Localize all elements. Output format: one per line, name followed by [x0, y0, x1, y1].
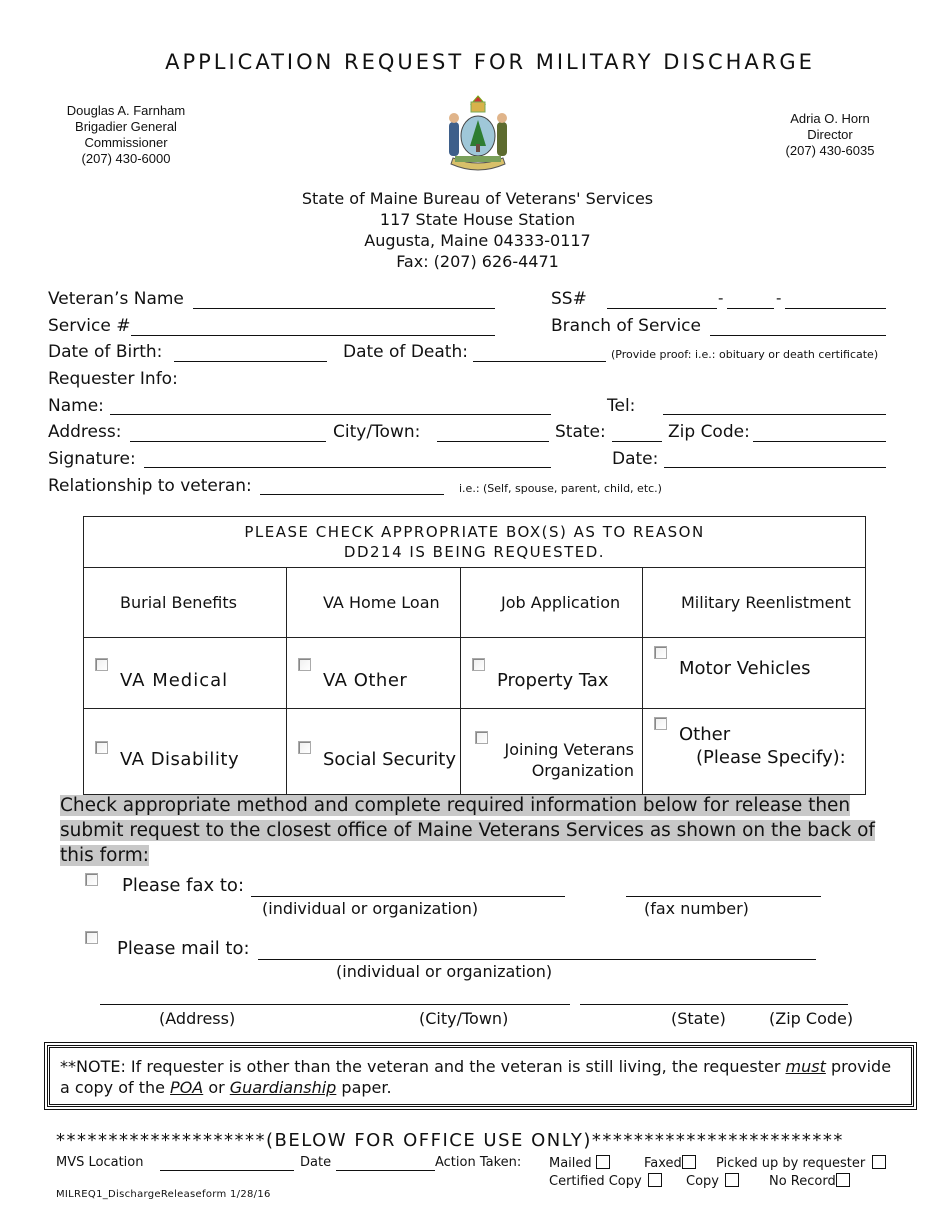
- branch-field[interactable]: [710, 335, 886, 336]
- mailed-option[interactable]: [549, 1155, 610, 1171]
- requester-note: [44, 1042, 917, 1110]
- date-label: Date:: [612, 449, 659, 469]
- faxed-checkbox[interactable]: [682, 1155, 696, 1169]
- reason-label: Joining Veterans Organization: [504, 740, 634, 780]
- mail-address-city-field[interactable]: [100, 1004, 570, 1005]
- ss-label: SS#: [551, 289, 587, 309]
- agency-fax: Fax: (207) 626-4471: [396, 252, 559, 271]
- certified-copy-label: Certified Copy: [549, 1174, 642, 1189]
- reason-property-tax[interactable]: [461, 638, 643, 709]
- dob-label: Date of Birth:: [48, 342, 163, 362]
- ss-field-part1[interactable]: [607, 308, 717, 309]
- reason-label: Burial Benefits: [120, 593, 237, 612]
- branch-label: Branch of Service: [551, 316, 701, 336]
- certified-copy-checkbox[interactable]: [648, 1173, 662, 1187]
- faxed-label: Faxed: [644, 1156, 682, 1171]
- service-number-field[interactable]: [131, 335, 495, 336]
- note-text: paper.: [336, 1078, 392, 1097]
- commissioner-contact: [56, 103, 196, 167]
- commissioner-phone: (207) 430-6000: [81, 151, 171, 166]
- reason-burial-benefits[interactable]: [84, 568, 287, 638]
- maine-state-seal: [443, 94, 513, 176]
- copy-label: Copy: [686, 1174, 719, 1189]
- reason-social-security[interactable]: [287, 709, 461, 795]
- reason-label: VA Other: [323, 670, 408, 691]
- note-poa: POA: [170, 1078, 204, 1097]
- ss-dash: -: [776, 289, 782, 307]
- reasons-header: [84, 517, 866, 568]
- ss-field-part2[interactable]: [727, 308, 774, 309]
- va-medical-checkbox[interactable]: [95, 658, 108, 671]
- reason-motor-vehicles[interactable]: [643, 638, 866, 709]
- note-text: provide a copy of the: [60, 1057, 892, 1097]
- reason-va-other[interactable]: [287, 638, 461, 709]
- office-date-field[interactable]: [336, 1170, 435, 1171]
- va-disability-checkbox[interactable]: [95, 741, 108, 754]
- faxed-option[interactable]: [644, 1155, 696, 1171]
- other-checkbox[interactable]: [654, 717, 667, 730]
- reason-va-disability[interactable]: [84, 709, 287, 795]
- zip-label: Zip Code:: [668, 422, 750, 442]
- reasons-header-line2: DD214 IS BEING REQUESTED.: [343, 543, 606, 561]
- reason-military-reenlistment[interactable]: [643, 568, 866, 638]
- mailed-checkbox[interactable]: [596, 1155, 610, 1169]
- reason-label: Other (Please Specify):: [679, 724, 846, 768]
- service-number-label: Service #: [48, 316, 131, 336]
- form-id-footer: MILREQ1_DischargeReleaseform 1/28/16: [56, 1189, 271, 1200]
- reason-label: Social Security: [323, 749, 457, 770]
- property-tax-checkbox[interactable]: [472, 658, 485, 671]
- relationship-note: i.e.: (Self, spouse, parent, child, etc.): [459, 482, 662, 495]
- date-field[interactable]: [664, 467, 886, 468]
- no-record-checkbox[interactable]: [836, 1173, 850, 1187]
- dod-label: Date of Death:: [343, 342, 468, 362]
- picked-up-option[interactable]: [716, 1155, 886, 1171]
- signature-field[interactable]: [144, 467, 551, 468]
- va-other-checkbox[interactable]: [298, 658, 311, 671]
- city-field[interactable]: [437, 441, 549, 442]
- state-label: State:: [555, 422, 606, 442]
- office-use-banner: ********************(BELOW FOR OFFICE USE ONLY)************************: [56, 1130, 844, 1151]
- copy-option[interactable]: [686, 1173, 739, 1189]
- state-field[interactable]: [612, 441, 662, 442]
- note-text: or: [203, 1078, 230, 1097]
- mvs-location-label: MVS Location: [56, 1155, 144, 1170]
- zip-field[interactable]: [753, 441, 886, 442]
- address-field[interactable]: [130, 441, 326, 442]
- fax-recipient-caption: (individual or organization): [262, 899, 479, 918]
- reason-label: VA Home Loan: [323, 593, 440, 612]
- mail-checkbox[interactable]: [85, 931, 98, 944]
- relationship-label: Relationship to veteran:: [48, 476, 252, 496]
- reason-label: VA Medical: [120, 670, 229, 691]
- reason-label: Motor Vehicles: [679, 658, 811, 679]
- reasons-header-line1: PLEASE CHECK APPROPRIATE BOX(S) AS TO REASON: [244, 523, 705, 541]
- fax-checkbox[interactable]: [85, 873, 98, 886]
- release-instructions: Check appropriate method and complete required information below for release then submit request to the closest office of Maine Veterans Services as shown on the back of this form:: [60, 795, 875, 866]
- mail-zip-caption: (Zip Code): [769, 1009, 854, 1028]
- commissioner-name: Douglas A. Farnham: [66, 103, 186, 118]
- signature-label: Signature:: [48, 449, 136, 469]
- picked-up-label: Picked up by requester: [716, 1156, 866, 1171]
- fax-number-caption: (fax number): [644, 899, 749, 918]
- mail-recipient-field[interactable]: [258, 959, 816, 960]
- note-must: must: [785, 1057, 826, 1076]
- requester-info-label: Requester Info:: [48, 369, 178, 389]
- mail-state-zip-field[interactable]: [580, 1004, 848, 1005]
- social-security-checkbox[interactable]: [298, 741, 311, 754]
- fax-recipient-field[interactable]: [251, 896, 565, 897]
- reason-other[interactable]: [643, 709, 866, 795]
- no-record-option[interactable]: [769, 1173, 850, 1189]
- mail-recipient-caption: (individual or organization): [336, 962, 553, 981]
- copy-checkbox[interactable]: [725, 1173, 739, 1187]
- joining-veterans-checkbox[interactable]: [475, 731, 488, 744]
- mail-city-caption: (City/Town): [419, 1009, 509, 1028]
- commissioner-title: Commissioner: [84, 135, 168, 150]
- commissioner-rank: Brigadier General: [75, 119, 177, 134]
- action-taken-label: Action Taken:: [435, 1155, 522, 1170]
- mail-address-caption: (Address): [159, 1009, 236, 1028]
- picked-up-checkbox[interactable]: [872, 1155, 886, 1169]
- reason-job-application[interactable]: [461, 568, 643, 638]
- office-date-label: Date: [300, 1155, 332, 1170]
- agency-street: 117 State House Station: [379, 210, 576, 229]
- veterans-name-field[interactable]: [193, 308, 495, 309]
- ss-dash: -: [718, 289, 724, 307]
- director-phone: (207) 430-6035: [785, 143, 875, 158]
- director-name: Adria O. Horn: [790, 111, 870, 126]
- veterans-name-label: Veteran’s Name: [48, 289, 184, 309]
- mail-label: Please mail to:: [117, 938, 250, 959]
- requester-name-field[interactable]: [110, 414, 551, 415]
- fax-number-field[interactable]: [626, 896, 821, 897]
- fax-label: Please fax to:: [122, 875, 245, 896]
- reason-label: Property Tax: [497, 670, 609, 691]
- ss-field-part3[interactable]: [785, 308, 886, 309]
- no-record-label: No Record: [769, 1174, 836, 1189]
- agency-name: State of Maine Bureau of Veterans' Services: [301, 189, 654, 208]
- agency-city: Augusta, Maine 04333-0117: [364, 231, 591, 250]
- reason-label: Military Reenlistment: [681, 593, 851, 612]
- director-title: Director: [807, 127, 853, 142]
- requester-name-label: Name:: [48, 396, 104, 416]
- mvs-location-field[interactable]: [160, 1170, 294, 1171]
- page-title: APPLICATION REQUEST FOR MILITARY DISCHARGE: [165, 50, 815, 74]
- director-contact: [765, 111, 895, 159]
- reason-label: VA Disability: [120, 749, 240, 770]
- relationship-field[interactable]: [260, 494, 444, 495]
- dob-field[interactable]: [174, 361, 327, 362]
- reason-va-medical[interactable]: [84, 638, 287, 709]
- reasons-table: [83, 516, 866, 795]
- tel-label: Tel:: [607, 396, 636, 416]
- mailed-label: Mailed: [549, 1156, 592, 1171]
- city-label: City/Town:: [333, 422, 421, 442]
- mail-state-caption: (State): [671, 1009, 726, 1028]
- reason-va-home-loan[interactable]: [287, 568, 461, 638]
- tel-field[interactable]: [663, 414, 886, 415]
- motor-vehicles-checkbox[interactable]: [654, 646, 667, 659]
- reason-joining-veterans-organization[interactable]: [461, 709, 643, 795]
- address-label: Address:: [48, 422, 122, 442]
- agency-address: [0, 188, 950, 272]
- note-text: **NOTE: If requester is other than the veteran and the veteran is still living, the requester: [60, 1057, 786, 1076]
- dod-field[interactable]: [473, 361, 606, 362]
- note-guardianship: Guardianship: [229, 1078, 337, 1097]
- dod-proof-note: (Provide proof: i.e.: obituary or death certificate): [611, 348, 879, 361]
- reason-label: Job Application: [501, 593, 621, 612]
- certified-copy-option[interactable]: [549, 1173, 662, 1189]
